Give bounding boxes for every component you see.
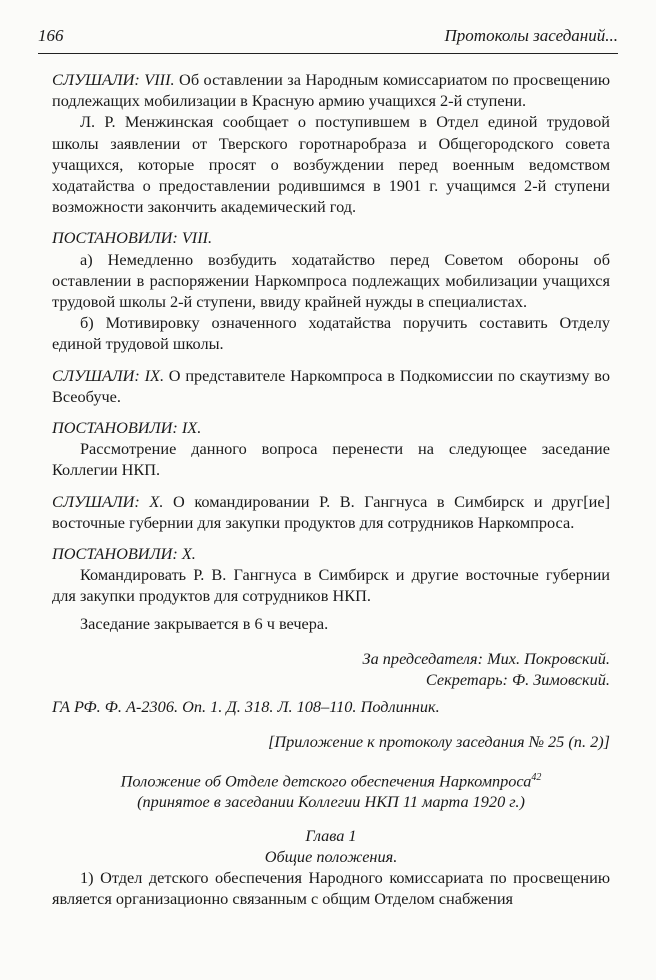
- regulation-title: [52, 767, 610, 792]
- attachment-note: [Приложение к протоколу заседания № 25 (п. 2)]: [268, 732, 610, 752]
- heard-text: О представителе Наркомпроса в Подкомиссии по скаутизму во Всеобуче.: [52, 365, 610, 406]
- secretary-signature: Секретарь: Ф. Зимовский.: [425, 670, 610, 690]
- page-number: 166: [38, 26, 64, 45]
- heard-label: СЛУШАЛИ: VIII.: [52, 70, 175, 89]
- heard-item-8: [52, 69, 610, 111]
- resolution-a: а) Немедленно возбудить ходатайство перед Советом обороны об оставлении в распоряжении Наркомпроса подлежащих мобилизации учащихся трудовой школы 2-й ступени, ввиду крайней нужды в специалистах.: [52, 249, 610, 312]
- heard-text: О командировании Р. В. Гангнуса в Симбирск и друг[ие] восточные губернии для закупки продуктов для сотрудников Наркомпроса.: [52, 491, 610, 532]
- heard-label: СЛУШАЛИ: X.: [52, 491, 164, 511]
- resolution-b: б) Мотивировку означенного ходатайства поручить составить Отделу единой трудовой школы.: [52, 313, 610, 354]
- header-rule: [38, 53, 618, 54]
- resolved-label-8: ПОСТАНОВИЛИ: VIII.: [52, 228, 213, 248]
- resolution-9: Рассмотрение данного вопроса перенести на следующее заседание Коллегии НКП.: [52, 439, 610, 480]
- resolved-label-10: ПОСТАНОВИЛИ: X.: [52, 544, 196, 564]
- heard-item-9: [52, 365, 610, 407]
- regulation-title-text: Положение об Отделе детского обеспечения Наркомпроса: [120, 771, 532, 791]
- heard-item-10: [52, 491, 610, 533]
- regulation-subtitle: (принятое в заседании Коллегии НКП 11 марта 1920 г.): [137, 792, 525, 812]
- page-header: [38, 26, 618, 52]
- chair-signature: За председателя: Мих. Покровский.: [362, 648, 610, 668]
- closing-line: Заседание закрывается в 6 ч вечера.: [80, 613, 329, 633]
- heard-text: Об оставлении за Народным комиссариатом по просвещению подлежащих мобилизации в Красную армию учащихся 2-й ступени.: [52, 70, 610, 111]
- report-paragraph: Л. Р. Менжинская сообщает о поступившем в Отдел единой трудовой школы заявлении от Тверского горотнаробраза и Общегородского совета учащихся, которые просят о возбуждении перед военным ведомством ходатайства о предоставлении родившимся в 1901 г. учащимся 2-й ступени возможности закончить академический год.: [52, 112, 610, 217]
- footnote-ref: 42: [531, 771, 542, 783]
- running-title: Протоколы заседаний...: [444, 26, 618, 45]
- resolution-10: Командировать Р. В. Гангнуса в Симбирск и другие восточные губернии для закупки продуктов для сотрудников НКП.: [52, 565, 610, 606]
- chapter-number: Глава 1: [305, 825, 357, 845]
- heard-label: СЛУШАЛИ: IX.: [52, 365, 165, 385]
- chapter-title: Общие положения.: [264, 846, 398, 866]
- regulation-para-1: 1) Отдел детского обеспечения Народного комиссариата по просвещению является организационно связанным с общим Отделом снабжения: [52, 867, 610, 909]
- archival-source: ГА РФ. Ф. А-2306. Оп. 1. Д. 318. Л. 108–110. Подлинник.: [52, 697, 440, 717]
- resolved-label-9: ПОСТАНОВИЛИ: IX.: [52, 418, 202, 438]
- page-body: [52, 69, 610, 909]
